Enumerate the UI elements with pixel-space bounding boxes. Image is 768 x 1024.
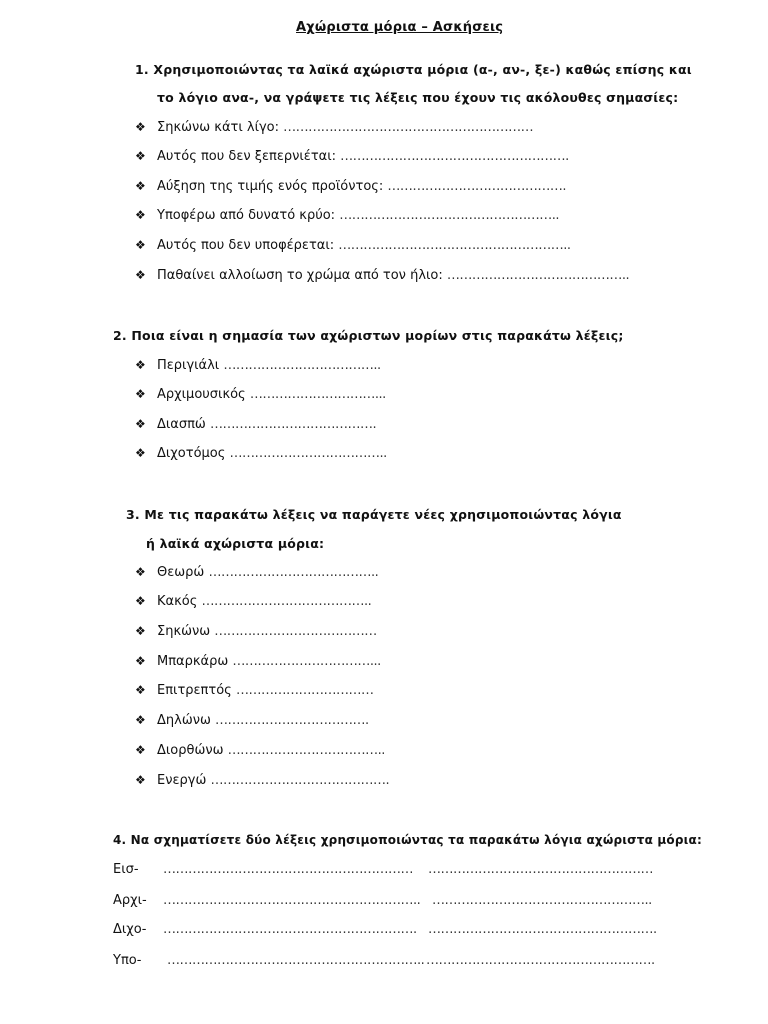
exercise-4-prompt: 4. Να σχηματίσετε δύο λέξεις χρησιμοποιώντας τα παρακάτω λόγια αχώριστα μόρια:	[113, 833, 702, 847]
exercise-3-item	[135, 565, 378, 580]
item-text: Επιτρεπτός	[157, 683, 232, 698]
bullet-icon: ❖	[135, 773, 146, 787]
exercise-2-item	[135, 358, 381, 373]
answer-blank[interactable]: ……………………………………………………	[283, 120, 534, 135]
item-text: Διορθώνω	[157, 743, 224, 758]
exercise-3-prompt-line-1: 3. Με τις παρακάτω λέξεις να παράγετε νέες χρησιμοποιώντας λόγια	[126, 507, 622, 522]
exercise-2-item	[135, 446, 387, 461]
item-text: Υποφέρω από δυνατό κρύο:	[157, 208, 336, 223]
bullet-icon: ❖	[135, 743, 146, 757]
bullet-icon: ❖	[135, 594, 146, 608]
exercise-1-item	[135, 120, 533, 135]
answer-blank[interactable]: …………………………………..	[208, 565, 379, 580]
bullet-icon: ❖	[135, 624, 146, 638]
exercise-3-item	[135, 594, 371, 609]
exercise-2-item	[135, 387, 386, 402]
exercise-1-item	[135, 238, 571, 253]
exercise-3-item	[135, 743, 385, 758]
bullet-icon: ❖	[135, 238, 146, 252]
bullet-icon: ❖	[135, 268, 146, 282]
bullet-icon: ❖	[135, 713, 146, 727]
answer-blank[interactable]: ………………………………..	[229, 446, 387, 461]
prefix-label: Αρχι-	[113, 893, 147, 908]
answer-blank-first[interactable]: ……………………………………………………..	[167, 953, 425, 968]
item-text: Θεωρώ	[157, 565, 205, 580]
page-title: Αχώριστα μόρια – Ασκήσεις	[296, 20, 504, 35]
item-text: Σηκώνω κάτι λίγο:	[157, 120, 279, 135]
prefix-label: Υπο-	[113, 953, 142, 968]
bullet-icon: ❖	[135, 149, 146, 163]
exercise-1-item	[135, 268, 629, 283]
exercise-2-prompt: 2. Ποια είναι η σημασία των αχώριστων μορίων στις παρακάτω λέξεις;	[113, 328, 624, 343]
item-text: Μπαρκάρω	[157, 654, 229, 669]
answer-blank-second[interactable]: ……………………………………………..	[432, 893, 652, 908]
answer-blank-second[interactable]: ……………………………………………….	[428, 922, 657, 937]
prefix-label: Εισ-	[113, 862, 139, 877]
answer-blank[interactable]: ………………………………….	[209, 417, 377, 432]
bullet-icon: ❖	[135, 654, 146, 668]
exercise-2-item	[135, 417, 376, 432]
answer-blank-first[interactable]: ……………………………………………………..	[163, 893, 421, 908]
answer-blank[interactable]: …………………………………	[214, 624, 377, 639]
answer-blank[interactable]: …………………………………….	[210, 773, 390, 788]
bullet-icon: ❖	[135, 683, 146, 697]
answer-blank-second[interactable]: ……………………………………………….	[426, 953, 655, 968]
answer-blank[interactable]: ……………………………	[235, 683, 374, 698]
bullet-icon: ❖	[135, 179, 146, 193]
exercise-3-prompt-line-2: ή λαϊκά αχώριστα μόρια:	[146, 536, 325, 551]
exercise-3-item	[135, 683, 373, 698]
item-text: Αυτός που δεν υποφέρεται:	[157, 238, 335, 253]
answer-blank-first[interactable]: ……………………………………………………	[163, 862, 413, 877]
answer-blank[interactable]: ……………………………………………….	[340, 149, 569, 164]
item-text: Δηλώνω	[157, 713, 211, 728]
answer-blank[interactable]: ……………………………………………..	[339, 208, 559, 223]
prefix-label: Διχο-	[113, 922, 147, 937]
exercise-3-item	[135, 654, 381, 669]
bullet-icon: ❖	[135, 208, 146, 222]
answer-blank[interactable]: ………………………………..	[227, 743, 385, 758]
answer-blank-second[interactable]: ………………………………………………	[428, 862, 653, 877]
answer-blank[interactable]: ……………………………………..	[446, 268, 630, 283]
item-text: Κακός	[157, 594, 198, 609]
bullet-icon: ❖	[135, 417, 146, 431]
exercise-1-prompt-line-2: το λόγιο ανα-, να γράψετε τις λέξεις που έχουν τις ακόλουθες σημασίες:	[157, 90, 679, 105]
exercise-1-item	[135, 149, 569, 164]
bullet-icon: ❖	[135, 565, 146, 579]
exercise-1-item	[135, 179, 566, 194]
answer-blank[interactable]: ………………………………..	[223, 358, 381, 373]
item-text: Παθαίνει αλλοίωση το χρώμα από τον ήλιο:	[157, 268, 443, 283]
bullet-icon: ❖	[135, 358, 146, 372]
item-text: Διασπώ	[157, 417, 206, 432]
bullet-icon: ❖	[135, 446, 146, 460]
item-text: Σηκώνω	[157, 624, 211, 639]
answer-blank[interactable]: …………………………………….	[387, 179, 567, 194]
item-text: Αρχιμουσικός	[157, 387, 246, 402]
exercise-3-item	[135, 773, 389, 788]
exercise-1-item	[135, 208, 559, 223]
bullet-icon: ❖	[135, 387, 146, 401]
item-text: Περιγιάλι	[157, 358, 220, 373]
exercise-1-prompt-line-1: 1. Χρησιμοποιώντας τα λαϊκά αχώριστα μόρια (α-, αν-, ξε-) καθώς επίσης και	[135, 62, 692, 77]
answer-blank[interactable]: ……………………………….	[215, 713, 369, 728]
exercise-3-item	[135, 713, 369, 728]
item-text: Ενεργώ	[157, 773, 207, 788]
answer-blank[interactable]: ………………………………………………..	[338, 238, 571, 253]
answer-blank[interactable]: …………………………………..	[201, 594, 372, 609]
exercise-3-item	[135, 624, 377, 639]
bullet-icon: ❖	[135, 120, 146, 134]
answer-blank-first[interactable]: …………………………………………………….	[163, 922, 417, 937]
answer-blank[interactable]: ……………………………...	[232, 654, 381, 669]
item-text: Διχοτόμος	[157, 446, 226, 461]
answer-blank[interactable]: …………………………...	[249, 387, 386, 402]
item-text: Αύξηση της τιμής ενός προϊόντος:	[157, 179, 384, 194]
item-text: Αυτός που δεν ξεπερνιέται:	[157, 149, 337, 164]
